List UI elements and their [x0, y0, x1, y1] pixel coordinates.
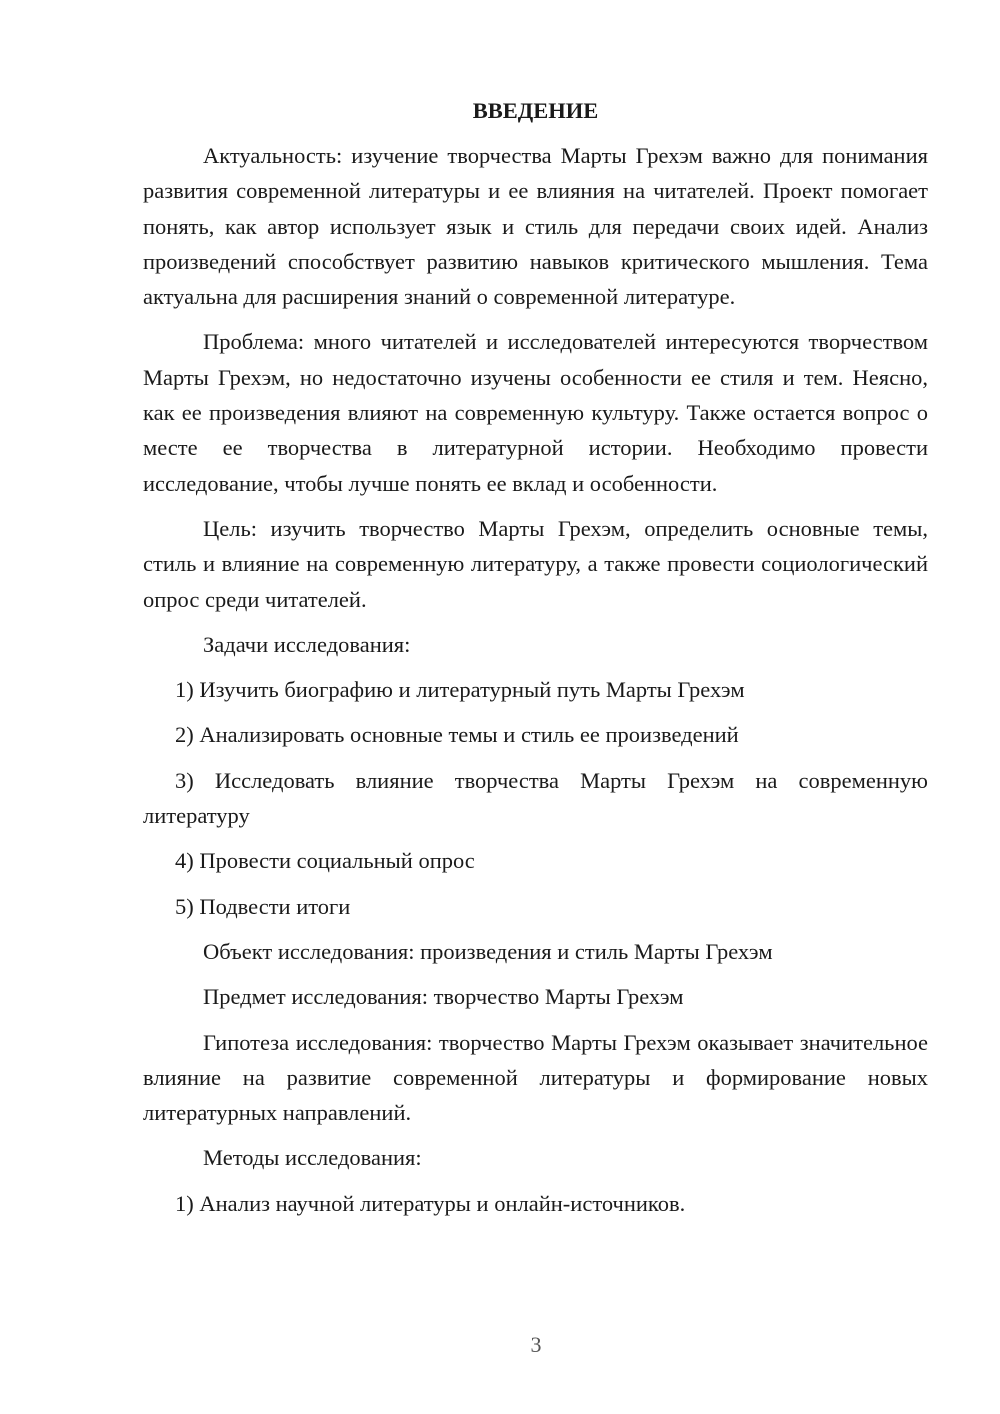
method-item-1: 1) Анализ научной литературы и онлайн-источников. [175, 1190, 686, 1216]
research-subject: Предмет исследования: творчество Марты Грехэм [203, 984, 684, 1010]
task-item-5: 5) Подвести итоги [175, 893, 351, 919]
page-number: 3 [530, 1332, 542, 1357]
task-item-4: 4) Провести социальный опрос [175, 848, 475, 874]
page-content [143, 93, 928, 1231]
page-title: ВВЕДЕНИЕ [472, 98, 599, 123]
tasks-heading: Задачи исследования: [203, 631, 411, 657]
task-item-2: 2) Анализировать основные темы и стиль ее произведений [175, 722, 739, 748]
hypothesis-paragraph: Гипотеза исследования: творчество Марты Грехэм оказывает значительное влияние на развитие современной литературы и формирование новых литературных направлений. [143, 1029, 928, 1126]
task-item-1: 1) Изучить биографию и литературный путь Марты Грехэм [175, 677, 745, 703]
task-item-3: 3) Исследовать влияние творчества Марты Грехэм на современную литературу [143, 767, 928, 829]
problem-paragraph: Проблема: много читателей и исследователей интересуются творчеством Марты Грехэм, но недостаточно изучены особенности ее стиля и тем. Неясно, как ее произведения влияют на современную культуру. Также остается вопрос о месте ее творчества в литературной истории. Необходимо провести исследование, чтобы лучше понять ее вклад и особенности. [143, 329, 928, 496]
research-object: Объект исследования: произведения и стиль Марты Грехэм [203, 938, 773, 964]
methods-heading: Методы исследования: [203, 1145, 422, 1171]
relevance-paragraph: Актуальность: изучение творчества Марты Грехэм важно для понимания развития современной литературы и ее влияния на читателей. Проект помогает понять, как автор использует язык и стиль для передачи своих идей. Анализ произведений способствует развитию навыков критического мышления. Тема актуальна для расширения знаний о современной литературе. [143, 143, 928, 310]
goal-paragraph: Цель: изучить творчество Марты Грехэм, определить основные темы, стиль и влияние на современную литературу, а также провести социологический опрос среди читателей. [143, 515, 928, 612]
